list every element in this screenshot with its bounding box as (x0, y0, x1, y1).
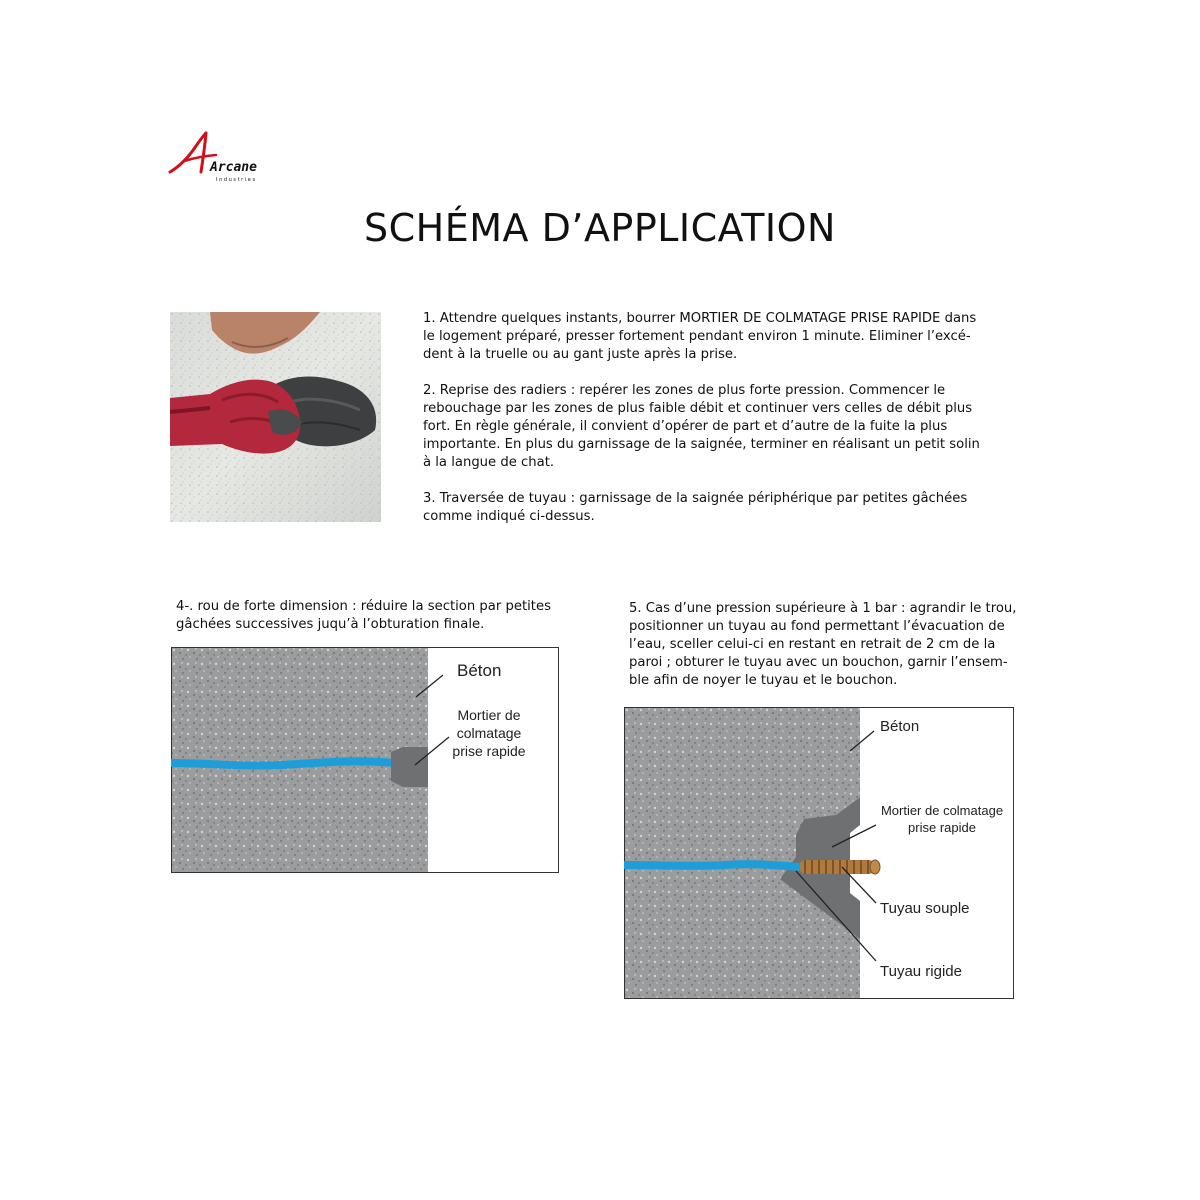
step-5-line: paroi ; obturer le tuyau avec un bouchon, garnir l’ensem- (629, 655, 1008, 670)
step-5-line: positionner un tuyau au fond permettant l’évacuation de (629, 619, 1005, 634)
step-1-line: dent à la truelle ou au gant juste après la prise. (423, 347, 738, 362)
arcane-logo (166, 128, 262, 188)
step-2-line: fort. En règle générale, il convient d’opérer de part et d’autre de la fuite la plus (423, 419, 948, 434)
step-5-line: l’eau, sceller celui-ci en restant en retrait de 2 cm de la (629, 637, 996, 652)
step-5-line: ble afin de noyer le tuyau et le bouchon. (629, 673, 898, 688)
step-4-line: gâchées successives juqu’à l’obturation finale. (176, 617, 485, 632)
label-tuyau-rigide: Tuyau rigide (880, 963, 962, 980)
diagram-high-pressure (624, 707, 1014, 999)
diagram-large-hole (171, 647, 559, 873)
step-3-text (423, 490, 967, 526)
label-mortier: Mortier de (457, 707, 521, 723)
step-2-line: importante. En plus du garnissage de la saignée, terminer en réalisant un petit solin (423, 437, 980, 452)
step-5-line: 5. Cas d’une pression supérieure à 1 bar : agrandir le trou, (629, 601, 1017, 616)
label-tuyau-souple: Tuyau souple (880, 900, 970, 917)
step-1-text (423, 310, 976, 364)
step-2-line: rebouchage par les zones de plus faible débit et continuer vers celles de débit plus (423, 401, 973, 416)
step-1-line: le logement préparé, presser fortement pendant environ 1 minute. Eliminer l’excé- (423, 329, 971, 344)
step-5-text (629, 600, 1016, 690)
mortar-plug (391, 747, 428, 787)
step-4-line: 4-. rou de forte dimension : réduire la section par petites (176, 599, 551, 614)
step-1-line: 1. Attendre quelques instants, bourrer MORTIER DE COLMATAGE PRISE RAPIDE dans (423, 311, 977, 326)
logo-tagline: Industries (216, 177, 257, 183)
flexible-pipe (800, 860, 874, 874)
pipe-plug (870, 860, 880, 874)
label-mortier: prise rapide (908, 820, 976, 835)
label-beton: Béton (457, 661, 502, 680)
step-2-text (423, 382, 980, 472)
step-4-text (176, 598, 551, 634)
application-photo (170, 312, 381, 522)
label-mortier: colmatage (456, 725, 522, 741)
page-title: SCHÉMA D’APPLICATION (364, 206, 836, 250)
label-beton: Béton (880, 718, 920, 735)
step-3-line: 3. Traversée de tuyau : garnissage de la saignée périphérique par petites gâchées (423, 491, 968, 506)
step-2-line: 2. Reprise des radiers : repérer les zones de plus forte pression. Commencer le (423, 383, 946, 398)
step-2-line: à la langue de chat. (423, 455, 555, 470)
label-mortier: prise rapide (452, 743, 526, 759)
label-mortier: Mortier de colmatage (880, 803, 1004, 818)
logo-name: Arcane (210, 160, 257, 175)
water-leak (172, 761, 393, 765)
step-3-line: comme indiqué ci-dessus. (423, 509, 595, 524)
water-leak (625, 864, 800, 867)
